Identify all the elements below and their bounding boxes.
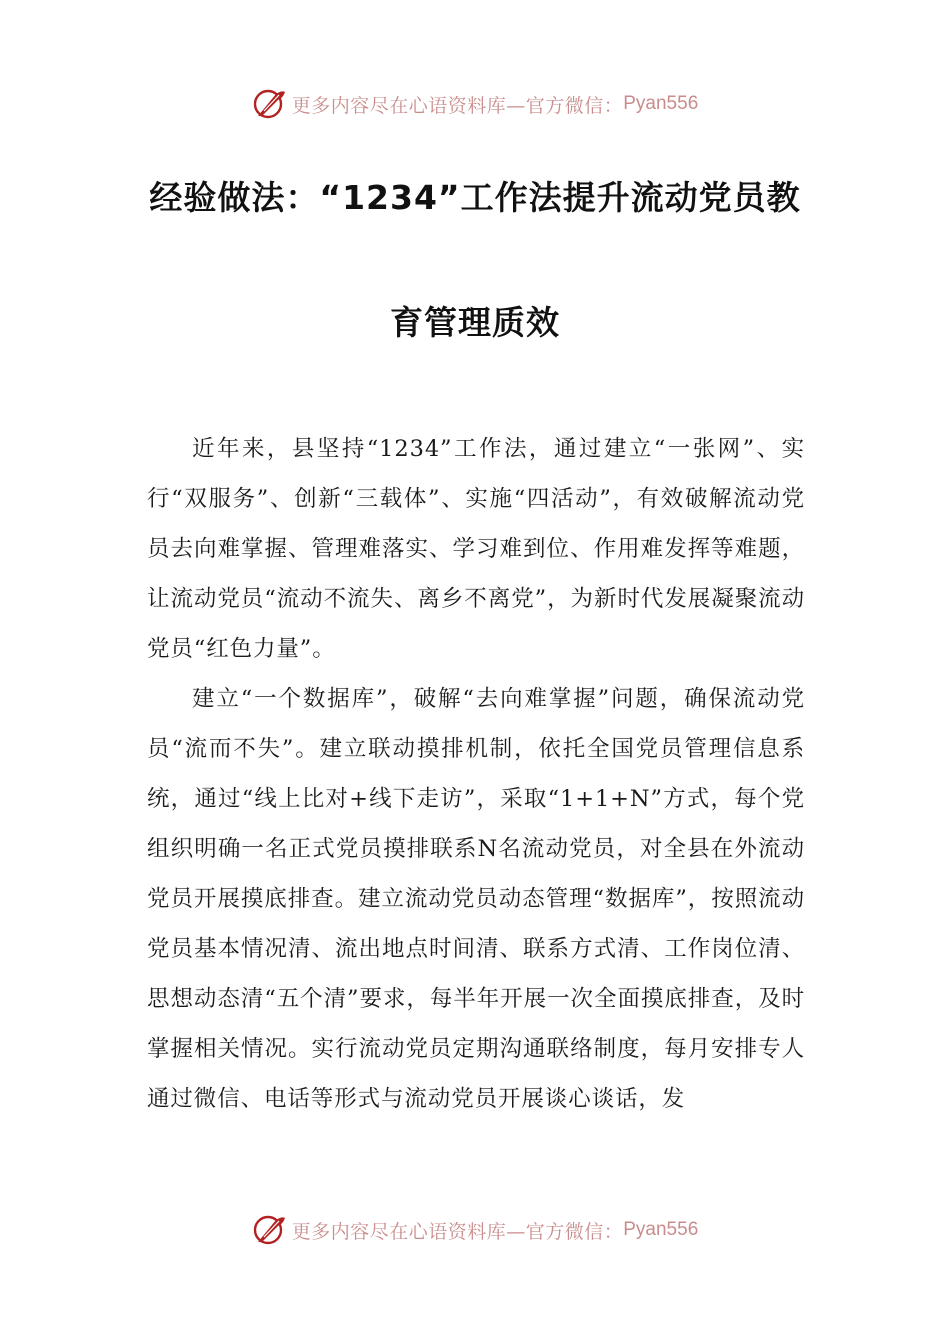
watermark-text: 更多内容尽在心语资料库—官方微信： [291, 1220, 624, 1243]
watermark-text: 更多内容尽在心语资料库—官方微信： [291, 94, 624, 117]
document-title-line-2: 育管理质效 [390, 303, 560, 342]
watermark-wechat-id: Pyan556 [623, 93, 699, 114]
quill-pen-logo-icon [252, 86, 288, 122]
document-title-line-1: 经验做法：“1234”工作法提升流动党员教 [149, 178, 801, 217]
document-body [147, 424, 805, 1124]
watermark-header [0, 84, 950, 124]
watermark-wechat-id: Pyan556 [623, 1219, 699, 1240]
paragraph-database: 建立“一个数据库”，破解“去向难掌握”问题，确保流动党员“流而不失”。建立联动摸排机制，依托全国党员管理信息系统，通过“线上比对+线下走访”，采取“1+1+N”方式，每个党组织明确一名正式党员摸排联系N名流动党员，对全县在外流动党员开展摸底排查。建立流动党员动态管理“数据库”，按照流动党员基本情况清、流出地点时间清、联系方式清、工作岗位清、思想动态清“五个清”要求，每半年开展一次全面摸底排查，及时掌握相关情况。实行流动党员定期沟通联络制度，每月安排专人通过微信、电话等形式与流动党员开展谈心谈话，发 [147, 686, 805, 1112]
quill-pen-logo-icon [252, 1212, 288, 1248]
paragraph-intro: 近年来，县坚持“1234”工作法，通过建立“一张网”、实行“双服务”、创新“三载体”、实施“四活动”，有效破解流动党员去向难掌握、管理难落实、学习难到位、作用难发挥等难题，让流动党员“流动不流失、离乡不离党”，为新时代发展凝聚流动党员“红色力量”。 [147, 436, 805, 662]
watermark-footer [0, 1210, 950, 1250]
